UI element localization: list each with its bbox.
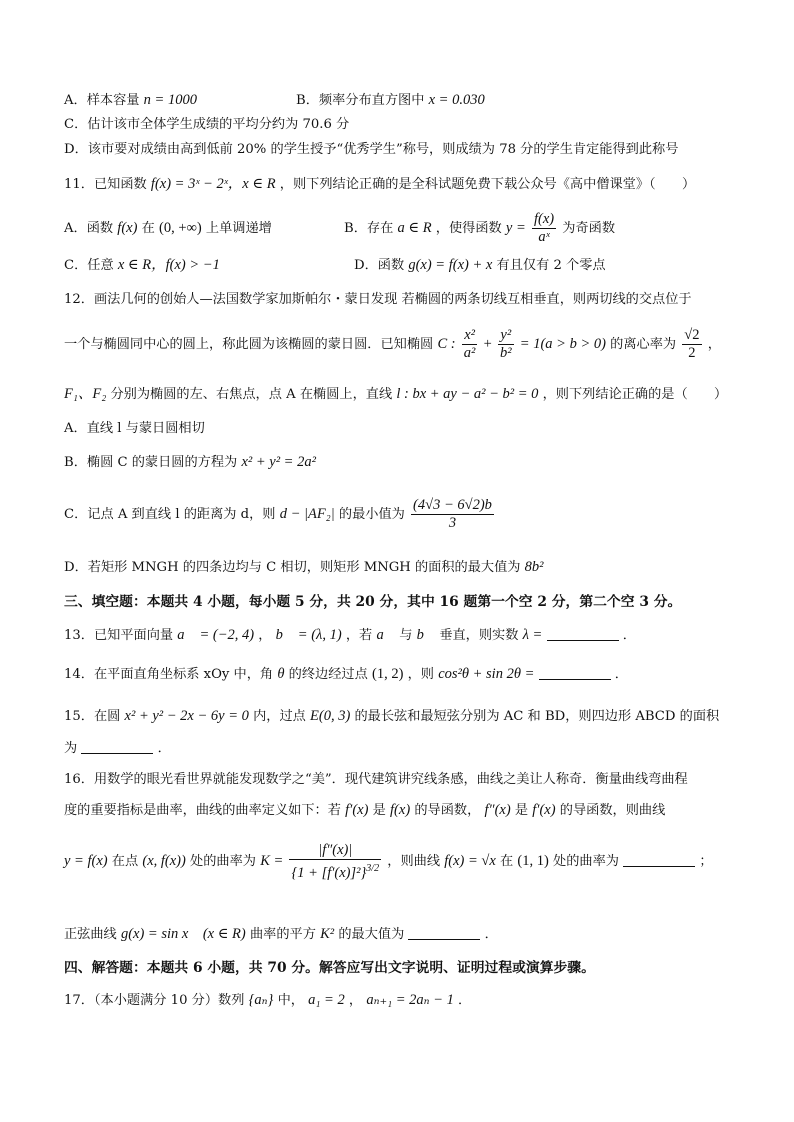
q17-mid: 中， xyxy=(277,993,304,1008)
q17-end: ． xyxy=(458,993,472,1008)
q14 xyxy=(64,664,754,685)
q11-option-b-wrap xyxy=(344,210,615,247)
q11-option-a-math: f(x) xyxy=(117,220,138,236)
q12-line1: 12．画法几何的创始人—法国数学家加斯帕尔・蒙日发现 若椭圆的两条切线互相垂直，则两切线的交点位于 xyxy=(64,292,692,307)
q16-line4 xyxy=(64,924,754,945)
q13-post: 垂直，则实数 xyxy=(439,628,519,643)
q16-t4: 的导函数，则曲线 xyxy=(559,803,666,818)
q16-fprime: f′(x) xyxy=(345,802,369,818)
q16-line3 xyxy=(64,838,754,885)
q16-answer-blank-1[interactable] xyxy=(623,852,695,867)
q13-lambda: λ = xyxy=(522,627,543,643)
q17-comma: ， xyxy=(348,993,363,1008)
q12-option-c-pre: C．记点 A 到直线 l 的距离为 d，则 xyxy=(64,507,276,522)
q11-stem-func: f(x) = 3ˣ − 2ˣ，x ∈ R xyxy=(150,176,276,192)
q17-a1: a₁ = 2 xyxy=(308,992,345,1008)
q16-curvature-den-wrap xyxy=(289,860,381,882)
q12-eccentricity-den: 2 xyxy=(688,345,696,361)
q10-option-c: C．估计该市全体学生成绩的平均分约为 70.6 分 xyxy=(64,117,350,132)
section-3-heading: 三、填空题：本题共 4 小题，每小题 5 分，共 20 分，其中 16 题第一个空 2 分，第二个空 3 分。 xyxy=(64,594,682,610)
q13-answer-blank[interactable] xyxy=(547,626,619,641)
q12-ellipse-cond: = 1(a > b > 0) xyxy=(519,336,606,352)
q15-line1 xyxy=(64,706,754,727)
q11-option-b-pre: B．存在 xyxy=(344,221,394,236)
q10-option-b-math: x = 0.030 xyxy=(428,92,485,108)
q16-line4-end: ． xyxy=(484,927,498,942)
q11-stem xyxy=(64,174,754,195)
q16-curve: y = f(x) xyxy=(64,853,108,869)
q11-option-b-numerator: f(x) xyxy=(533,211,555,227)
q11-option-a-interval: (0, +∞) xyxy=(159,220,202,236)
q11-option-a-mid: 在 xyxy=(141,221,155,236)
q14-end: ． xyxy=(614,667,628,682)
q14-answer-blank[interactable] xyxy=(539,665,611,680)
q13-with: 与 xyxy=(399,628,413,643)
q13-b: b⃗ xyxy=(416,627,436,643)
q12-line3-mid: 分别为椭圆的左、右焦点，点 A 在椭圆上，直线 xyxy=(110,387,393,402)
q16-curvature-fraction xyxy=(289,842,381,882)
q11-option-b-denominator: aˣ xyxy=(538,229,550,245)
q12-option-b xyxy=(64,452,754,473)
q11-stem-pre: 11．已知函数 xyxy=(64,177,147,192)
q12-line3-post: ，则下列结论正确的是（ ） xyxy=(542,387,728,402)
q12-line-eq: l : bx + ay − a² − b² = 0 xyxy=(396,386,539,402)
q10-options-ab xyxy=(64,90,754,111)
q13 xyxy=(64,625,754,646)
q16-t1: 是 xyxy=(372,803,386,818)
q16-line3-t5: 处的曲率为 xyxy=(553,854,619,869)
q15-line2 xyxy=(64,739,754,759)
q12-option-c-math: d − |AF₂| xyxy=(279,506,335,522)
q12-option-c xyxy=(64,495,754,534)
q16-k-squared: K² xyxy=(320,926,335,942)
q16-line3-end: ； xyxy=(699,854,713,869)
q17 xyxy=(64,990,754,1011)
q15-point: E(0, 3) xyxy=(310,708,351,724)
q14-point: (1, 2) xyxy=(371,666,404,682)
q16-line2 xyxy=(64,800,754,821)
q11-options-ab xyxy=(64,210,754,247)
q12-option-d xyxy=(64,557,754,578)
q16-curvature-num: |f″(x)| xyxy=(289,842,381,860)
q16-sqrt-func: f(x) = √x xyxy=(444,853,496,869)
q16-line3-t2: 处的曲率为 xyxy=(190,854,256,869)
q11-option-d-pre: D．函数 xyxy=(354,258,405,273)
q10-option-b-wrap xyxy=(296,90,485,111)
q11-option-b-post: 为奇函数 xyxy=(562,221,616,236)
q13-pre: 13．已知平面向量 xyxy=(64,628,174,643)
q12-line2-pre: 一个与椭圆同中心的圆上，称此圆为该椭圆的蒙日圆．已知椭圆 xyxy=(64,337,434,352)
q12-frac-x-den: a² xyxy=(463,345,476,361)
q12-option-b-math: x² + y² = 2a² xyxy=(241,454,316,470)
q11-option-c-pre: C．任意 xyxy=(64,258,114,273)
q11-options-cd xyxy=(64,255,754,276)
q14-theta: θ xyxy=(277,666,285,682)
q12-ellipse-label: C : xyxy=(437,336,456,352)
q15-circle: x² + y² − 2x − 6y = 0 xyxy=(124,708,249,724)
q16-point-11: (1, 1) xyxy=(517,853,549,869)
q14-pre: 14．在平面直角坐标系 xOy 中，角 xyxy=(64,667,274,682)
q12-eccentricity xyxy=(682,327,701,362)
q10-option-a-math: n = 1000 xyxy=(143,92,197,108)
q13-a: a⃗ xyxy=(376,627,395,643)
q11-option-a-post: 上单调递增 xyxy=(205,221,272,236)
q16-curvature-exp: 3/2 xyxy=(366,862,380,874)
q16-line3-t4: 在 xyxy=(500,854,514,869)
q17-pre: 17．（本小题满分 10 分）数列 xyxy=(64,993,245,1008)
q16-sine-curve: g(x) = sin x (x ∈ R) xyxy=(120,926,246,942)
q12-option-c-mid: 的最小值为 xyxy=(338,507,405,522)
q15-end: ． xyxy=(157,741,171,756)
q16-line4-t2: 的最大值为 xyxy=(338,927,405,942)
q16-f: f(x) xyxy=(390,802,411,818)
q14-mid: 的终边经过点 xyxy=(288,667,368,682)
q15-mid: 内，过点 xyxy=(253,709,306,724)
q15-line2-pre: 为 xyxy=(64,741,78,756)
q12-frac-y-num: y² xyxy=(498,327,514,345)
q13-comma: ， xyxy=(258,628,272,643)
q16-line1: 16．用数学的眼光看世界就能发现数学之“美”．现代建筑讲究线条感，曲线之美让人称奇．衡量曲线弯曲程 xyxy=(64,772,688,787)
q12-option-a: A．直线 l 与蒙日圆相切 xyxy=(64,421,205,436)
q16-answer-blank-2[interactable] xyxy=(408,925,480,940)
q12-option-b-pre: B．椭圆 C 的蒙日圆的方程为 xyxy=(64,455,238,470)
q12-option-c-fraction xyxy=(411,497,494,532)
q16-line4-pre: 正弦曲线 xyxy=(64,927,117,942)
q12-line2-end: ， xyxy=(707,337,721,352)
q16-t3: 是 xyxy=(514,803,529,818)
q12-line2 xyxy=(64,326,754,363)
q12-option-d-math: 8b² xyxy=(524,559,544,575)
q12-option-c-den: 3 xyxy=(448,515,457,531)
q11-option-d-wrap xyxy=(354,255,606,276)
q12-frac-y xyxy=(498,327,514,362)
q16-point: (x, f(x)) xyxy=(142,853,186,869)
q11-option-b-math: a ∈ R xyxy=(397,220,432,236)
q16-k: K = xyxy=(260,853,284,869)
q17-recurrence: aₙ₊₁ = 2aₙ − 1 xyxy=(366,992,454,1008)
q15-answer-blank[interactable] xyxy=(81,739,153,754)
q16-t2: 的导函数， xyxy=(414,803,481,818)
q15-post: 的最长弦和最短弦分别为 AC 和 BD，则四边形 ABCD 的面积 xyxy=(354,709,720,724)
q12-plus: + xyxy=(483,336,492,352)
q16-line2-pre: 度的重要指标是曲率，曲线的曲率定义如下：若 xyxy=(64,803,341,818)
q16-line3-t1: 在点 xyxy=(111,854,139,869)
q17-sequence: {aₙ} xyxy=(248,992,274,1008)
q12-line3 xyxy=(64,384,754,405)
q13-end: ． xyxy=(622,628,636,643)
q16-fprime-2: f′(x) xyxy=(532,802,556,818)
q10-option-b: B．频率分布直方图中 xyxy=(296,93,425,108)
q16-fdoubleprime: f″(x) xyxy=(484,802,511,818)
q12-option-c-num: (4√3 − 6√2)b xyxy=(413,497,492,513)
q13-vector-b: b⃗ = (λ, 1) xyxy=(275,627,342,643)
q11-option-b-fraction xyxy=(532,211,556,246)
q13-vector-a: a⃗ = (−2, 4) xyxy=(177,627,255,643)
q15-pre: 15．在圆 xyxy=(64,709,121,724)
q12-frac-x xyxy=(462,327,478,362)
q11-option-c-math: x ∈ R，f(x) > −1 xyxy=(117,257,220,273)
q12-frac-y-den: b² xyxy=(499,345,512,361)
q14-mid2: ，则 xyxy=(407,667,434,682)
q11-option-a-pre: A．函数 xyxy=(64,221,114,236)
q16-line4-t1: 曲率的平方 xyxy=(249,927,316,942)
q11-option-b-y: y = xyxy=(505,220,526,236)
section-4-heading: 四、解答题：本题共 6 小题，共 70 分。解答应写出文字说明、证明过程或演算步骤。 xyxy=(64,960,595,976)
q12-frac-x-num: x² xyxy=(462,327,478,345)
q16-line3-t3: ，则曲线 xyxy=(387,854,441,869)
q13-mid: ，若 xyxy=(345,628,373,643)
q11-stem-post: ，则下列结论正确的是全科试题免费下载公众号《高中僧课堂》（ ） xyxy=(279,177,696,192)
q10-option-d: D．该市要对成绩由高到低前 20% 的学生授予“优秀学生”称号，则成绩为 78 分的学生肯定能得到此称号 xyxy=(64,142,679,157)
q11-option-b-mid: ，使得函数 xyxy=(435,221,502,236)
q12-option-d-pre: D．若矩形 MNGH 的四条边均与 C 相切，则矩形 MNGH 的面积的最大值为 xyxy=(64,560,521,575)
q12-eccentricity-num: √2 xyxy=(684,327,700,343)
q16-curvature-den: {1 + [f′(x)]²} xyxy=(291,864,367,881)
q10-option-a: A．样本容量 xyxy=(64,93,140,108)
q11-option-d-post: 有且仅有 2 个零点 xyxy=(496,258,606,273)
q12-foci: F₁、F₂ xyxy=(64,386,107,402)
q11-option-d-math: g(x) = f(x) + x xyxy=(408,257,493,273)
q14-expression: cos²θ + sin 2θ = xyxy=(438,666,535,682)
q12-line2-mid: 的离心率为 xyxy=(610,337,677,352)
